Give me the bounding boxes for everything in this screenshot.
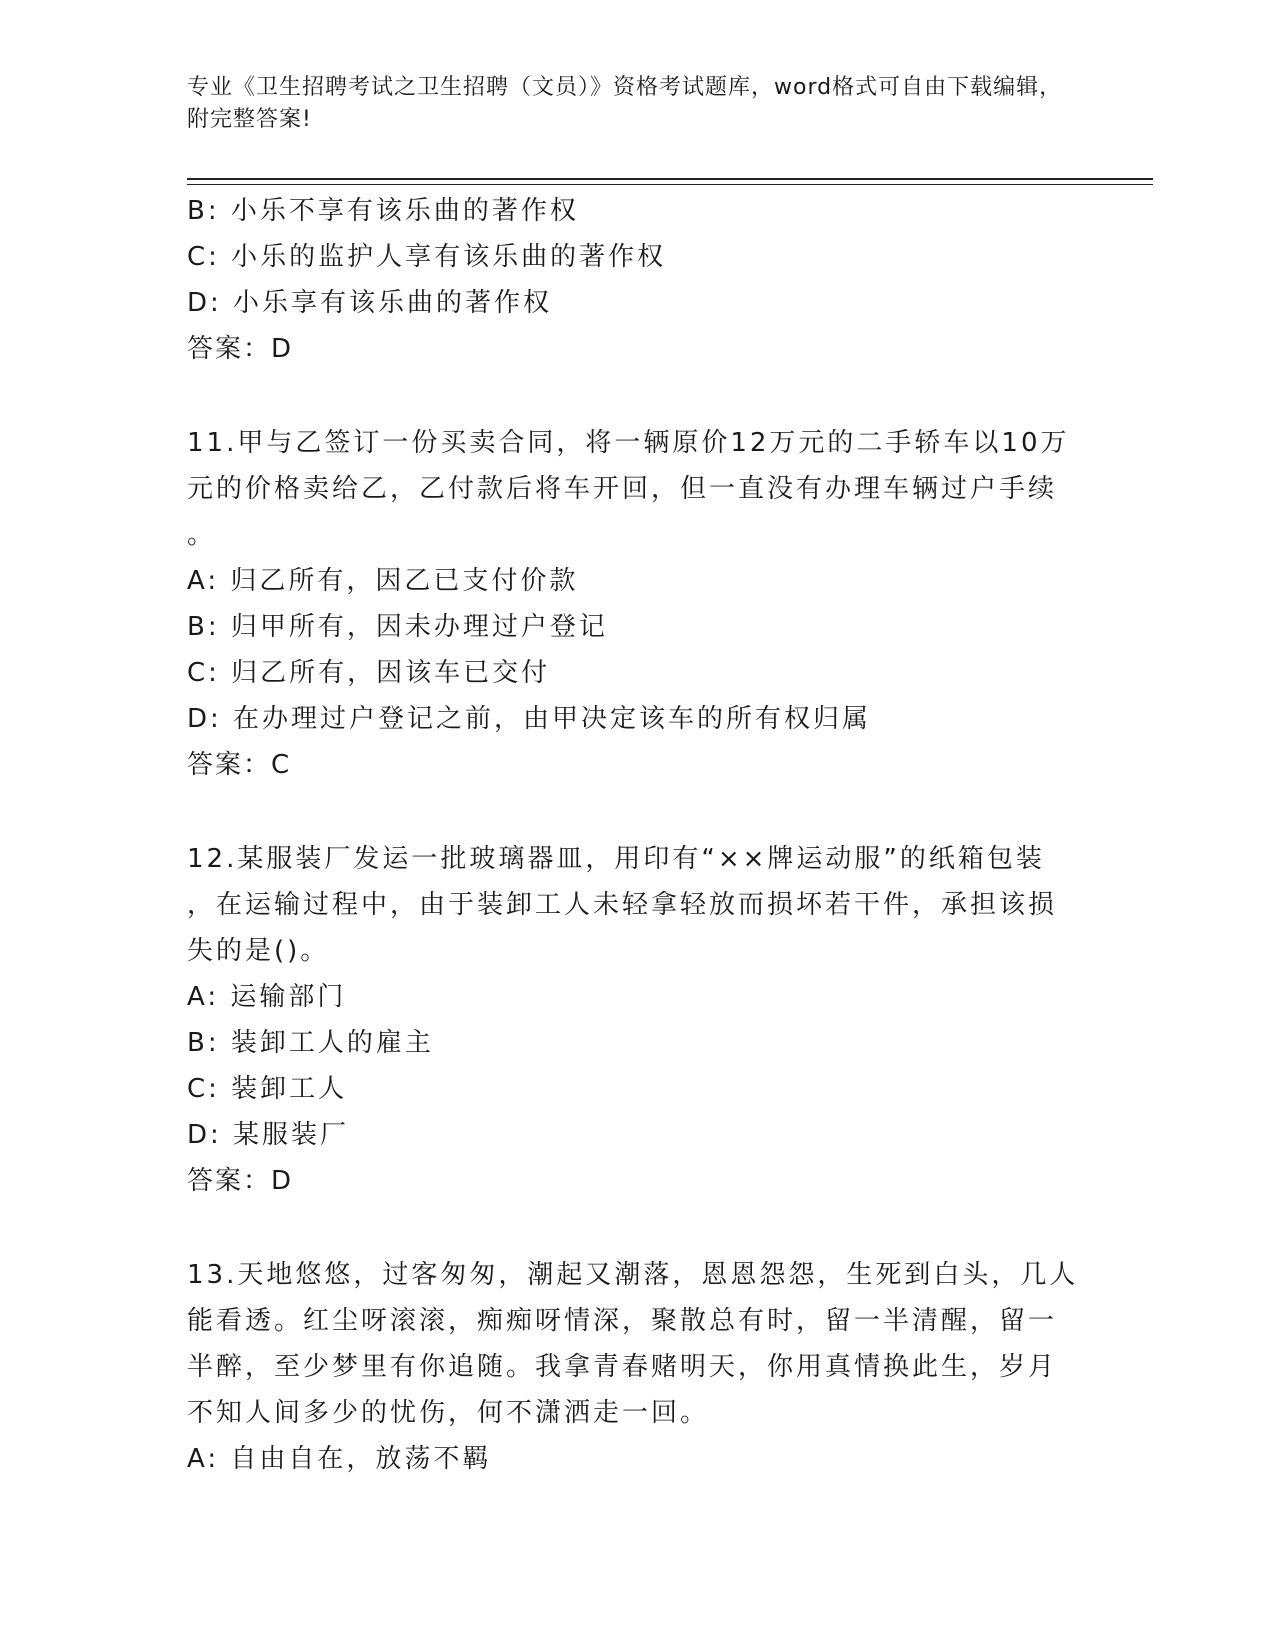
header-rule-thin [187, 184, 1153, 185]
block-gap [187, 372, 1077, 420]
header-rule-thick [187, 178, 1153, 180]
answer-label: 答案：D [187, 334, 294, 364]
question-line: 11.甲与乙签订一份买卖合同，将一辆原价12万元的二手轿车以10万 [187, 428, 1070, 458]
question-line: 能看透。红尘呀滚滚，痴痴呀情深，聚散总有时，留一半清醒，留一 [187, 1306, 1058, 1336]
question-line: ，在运输过程中，由于装卸工人未轻拿轻放而损坏若干件，承担该损 [187, 890, 1058, 920]
question-line: 不知人间多少的忧伤，何不潇洒走一回。 [187, 1398, 710, 1428]
option-c: C: 小乐的监护人享有该乐曲的著作权 [187, 242, 667, 272]
answer-label: 答案：D [187, 1166, 294, 1196]
option-b: B: 小乐不享有该乐曲的著作权 [187, 196, 579, 226]
option-c: C: 归乙所有，因该车已交付 [187, 658, 551, 688]
answer-label: 答案：C [187, 750, 292, 780]
question-content [187, 188, 1077, 1482]
block-gap [187, 1204, 1077, 1252]
header-title: 专业《卫生招聘考试之卫生招聘（文员）》资格考试题库，word格式可自由下载编辑，附完整答案! [187, 75, 1063, 132]
question-block-10 [187, 188, 1077, 372]
document-header [187, 72, 1067, 136]
question-block-12 [187, 836, 1077, 1204]
question-block-11 [187, 420, 1077, 788]
option-b: B: 装卸工人的雇主 [187, 1028, 434, 1058]
question-line: 失的是()。 [187, 936, 330, 966]
question-line: 。 [187, 520, 217, 550]
option-c: C: 装卸工人 [187, 1074, 348, 1104]
question-line: 半醉，至少梦里有你追随。我拿青春赌明天，你用真情换此生，岁月 [187, 1352, 1058, 1382]
option-b: B: 归甲所有，因未办理过户登记 [187, 612, 608, 642]
option-d: D: 某服装厂 [187, 1120, 350, 1150]
option-d: D: 在办理过户登记之前，由甲决定该车的所有权归属 [187, 704, 872, 734]
question-line: 13.天地悠悠，过客匆匆，潮起又潮落，恩恩怨怨，生死到白头，几人 [187, 1260, 1079, 1290]
block-gap [187, 788, 1077, 836]
option-a: A: 自由自在，放荡不羁 [187, 1444, 492, 1474]
option-a: A: 运输部门 [187, 982, 347, 1012]
option-a: A: 归乙所有，因乙已支付价款 [187, 566, 579, 596]
question-block-13 [187, 1252, 1077, 1482]
option-d: D: 小乐享有该乐曲的著作权 [187, 288, 553, 318]
question-line: 元的价格卖给乙，乙付款后将车开回，但一直没有办理车辆过户手续 [187, 474, 1058, 504]
question-line: 12.某服装厂发运一批玻璃器皿，用印有“××牌运动服”的纸箱包装 [187, 844, 1045, 874]
